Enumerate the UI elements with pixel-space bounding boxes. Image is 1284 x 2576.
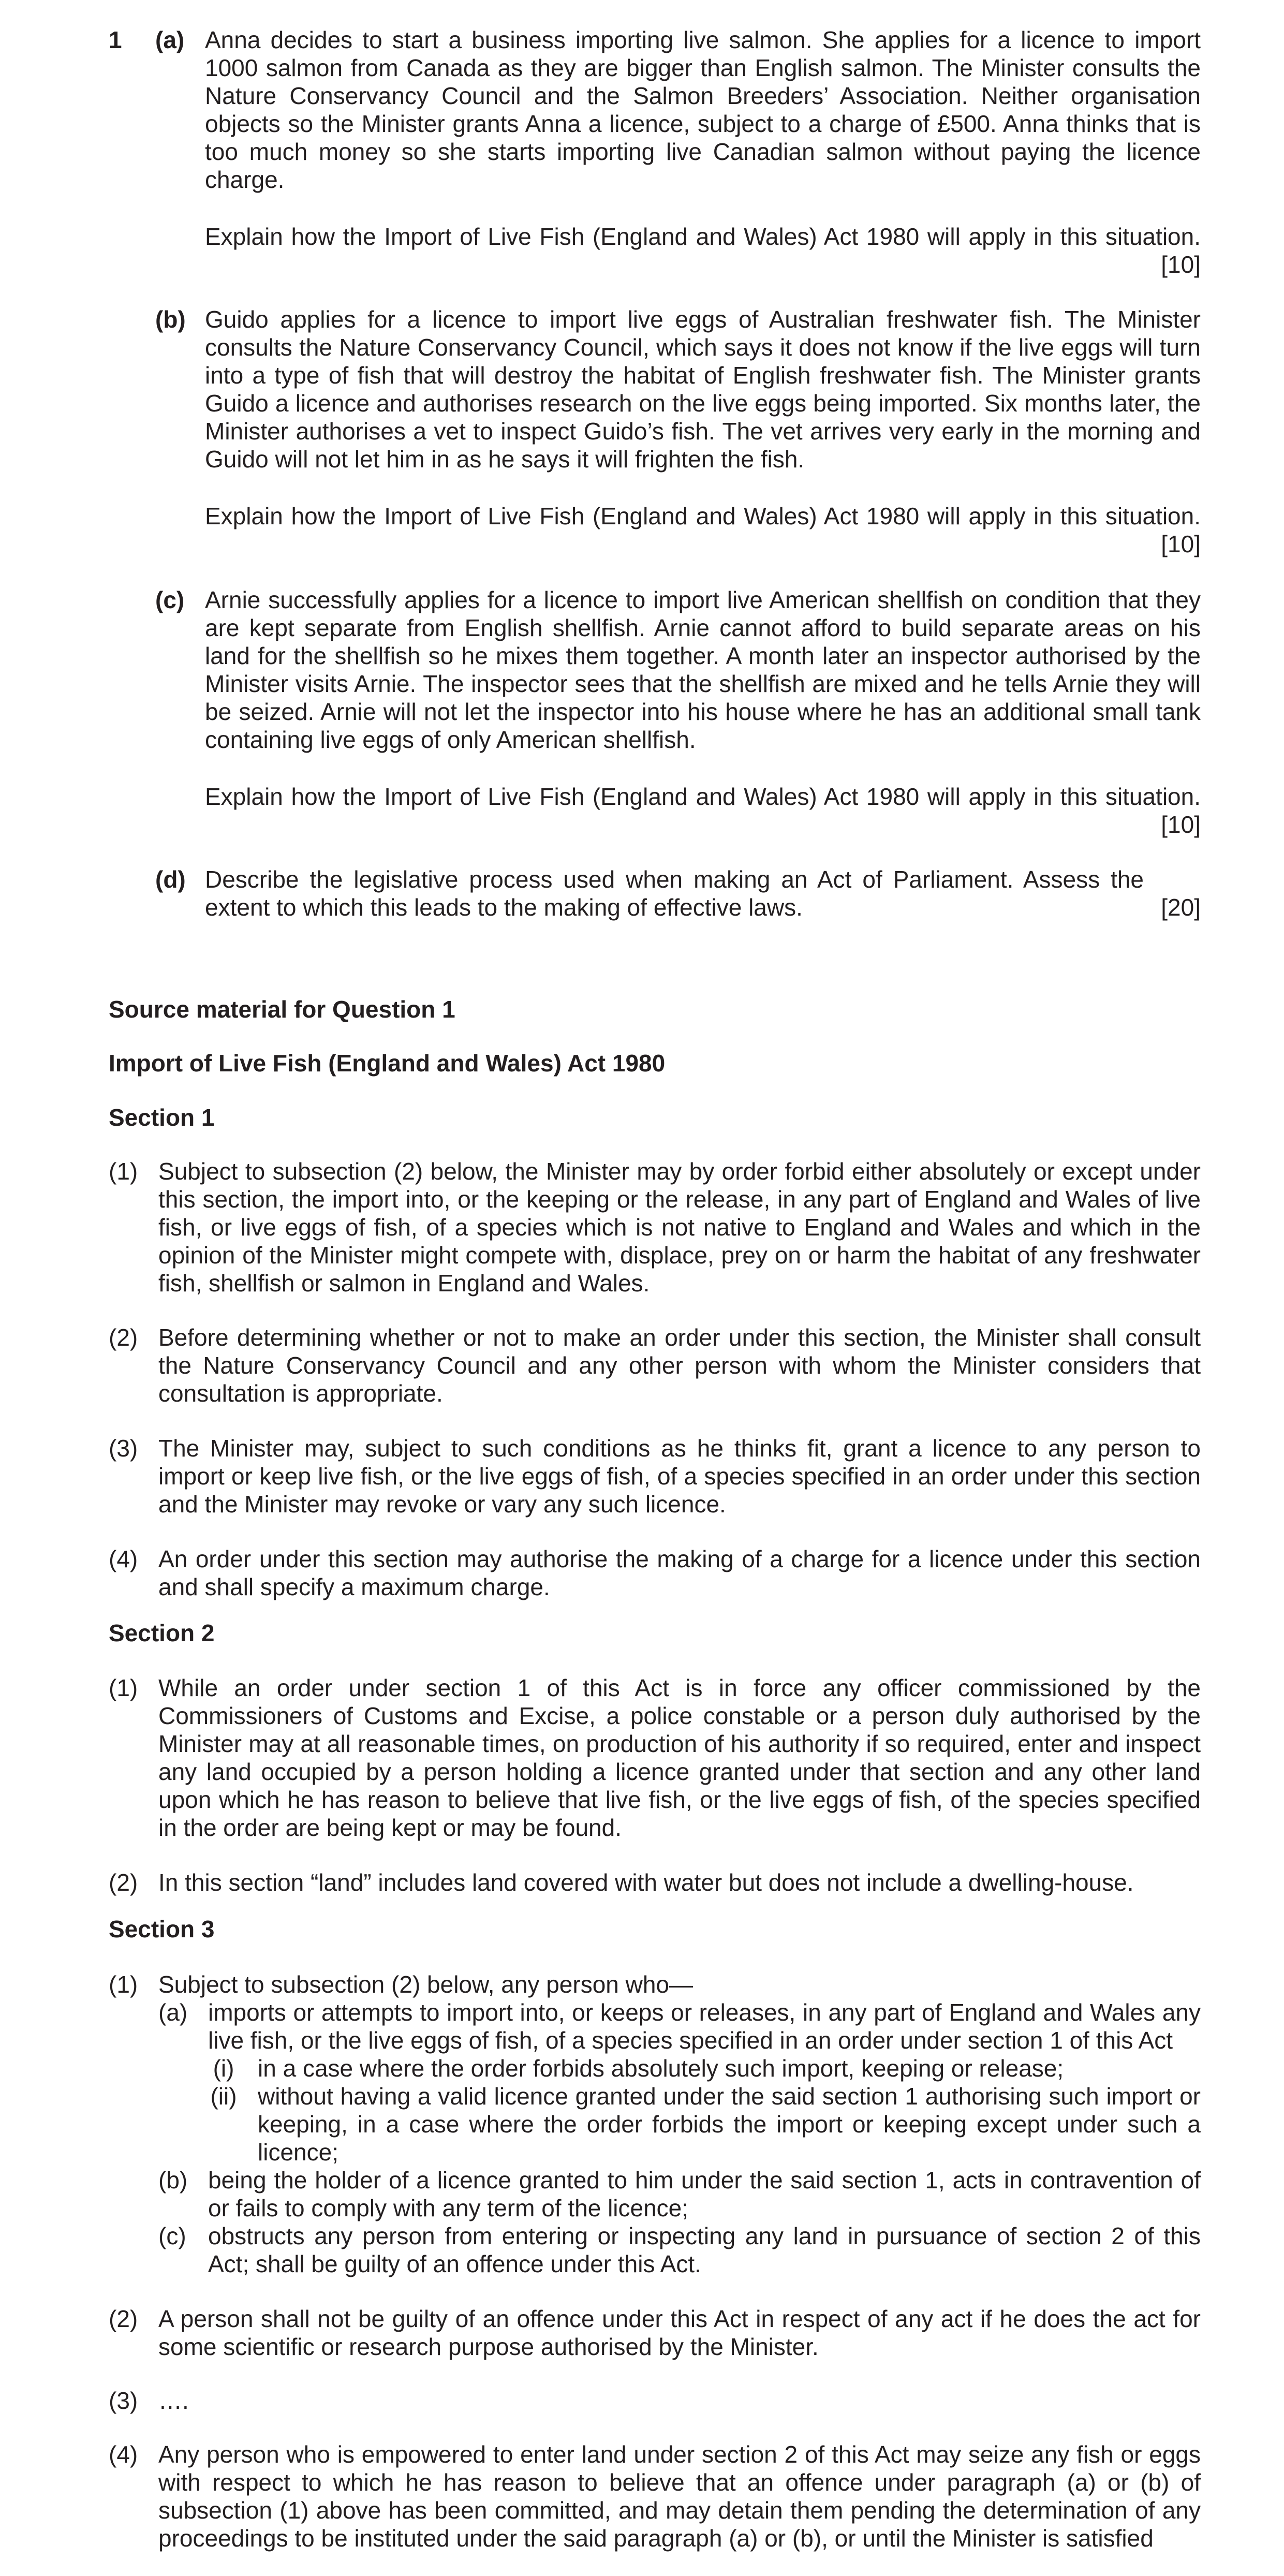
section-2-subsection-1 — [109, 1674, 1201, 1842]
section-1-subsection-1 — [109, 1157, 1201, 1297]
paragraph-a — [158, 1998, 1201, 2166]
paragraph-text: obstructs any person from entering or inspecting any land in pursuance of section 2 of this Act; shall be guilty of an offence under this Act. — [208, 2222, 1201, 2277]
subparagraph-label: (i) — [213, 2055, 234, 2082]
subparagraph-text: without having a valid licence granted under the said section 1 authorising such import or keeping, in a case where the order forbids the import or keeping except under such a licence; — [258, 2083, 1201, 2166]
part-text: Arnie successfully applies for a licence to import live American shellfish on condition that they are kept separate from English shellfish. Arnie cannot afford to build separate areas on his land for the shellfish so he mixes them together. A month later an inspector authorised by the Minister visits Arnie. The inspector sees that the shellfish are mixed and he tells Arnie they will be seized. Arnie will not let the inspector into his house where he has an additional small tank containing live eggs of only American shellfish. — [205, 586, 1201, 753]
subparagraph-i — [213, 2054, 1201, 2082]
question-number: 1 — [109, 26, 122, 53]
part-marks: [10] — [1161, 531, 1201, 557]
subparagraph-label: (ii) — [210, 2083, 237, 2110]
subsection-number: (2) — [109, 2305, 138, 2332]
subsection-number: (4) — [109, 2441, 138, 2468]
section-1-heading: Section 1 — [109, 1104, 215, 1131]
section-3-subsection-3 — [109, 2387, 1201, 2415]
paragraph-text: imports or attempts to import into, or keeps or releases, in any part of England and Wales any live fish, or the live eggs of fish, of a species specified in an order under section 1 of this Act — [208, 1999, 1201, 2054]
part-text: Anna decides to start a business importing live salmon. She applies for a licence to import 1000 salmon from Canada as they are bigger than English salmon. The Minister consults the Nature Conservancy Council and the Salmon Breeders’ Association. Neither organisation objects so the Minister grants Anna a licence, subject to a charge of £500. Anna thinks that is too much money so she starts importing live Canadian salmon without paying the licence charge. — [205, 26, 1201, 193]
part-label: (a) — [155, 26, 185, 53]
paragraph-label: (a) — [158, 1999, 188, 2026]
subsection-text: In this section “land” includes land covered with water but does not include a dwelling-house. — [158, 1869, 1134, 1896]
part-marks: [10] — [1161, 251, 1201, 278]
part-instruction: Explain how the Import of Live Fish (England and Wales) Act 1980 will apply in this situation. — [205, 223, 1201, 250]
subparagraph-text: in a case where the order forbids absolutely such import, keeping or release; — [258, 2055, 1064, 2082]
subsection-text: …. — [158, 2387, 189, 2414]
part-label: (d) — [155, 866, 186, 893]
subsection-text: Subject to subsection (2) below, the Minister may by order forbid either absolutely or except under this section, the import into, or the keeping or the release, in any part of England and Wales of live fish, or live eggs of fish, of a species which is not native to England and Wales and which in the opinion of the Minister might compete with, displace, prey on or harm the habitat of any freshwater fish, shellfish or salmon in England and Wales. — [158, 1158, 1201, 1297]
part-label: (b) — [155, 306, 186, 333]
section-1-subsection-3 — [109, 1434, 1201, 1518]
subsection-text: The Minister may, subject to such conditions as he thinks fit, grant a licence to any person to import or keep live fish, or the live eggs of fish, of a species specified in an order under this section and the Minister may revoke or vary any such licence. — [158, 1435, 1201, 1518]
subsection-number: (3) — [109, 2387, 138, 2414]
subsection-text: A person shall not be guilty of an offence under this Act in respect of any act if he does the act for some scientific or research purpose authorised by the Minister. — [158, 2305, 1201, 2360]
question-part-c — [155, 586, 1201, 838]
subsection-number: (1) — [109, 1674, 138, 1701]
paragraph-b — [158, 2166, 1201, 2222]
subsection-number: (3) — [109, 1435, 138, 1462]
subsection-text: While an order under section 1 of this Act is in force any officer commissioned by the Commissioners of Customs and Excise, a police constable or a person duly authorised by the Minister may at all reasonable times, on production of his authority if so required, enter and inspect any land occupied by a person holding a licence granted under that section and any other land upon which he has reason to believe that live fish, or the live eggs of fish, of the species specified in the order are being kept or may be found. — [158, 1674, 1201, 1841]
subsection-text: Any person who is empowered to enter land under section 2 of this Act may seize any fish or eggs with respect to which he has reason to believe that an offence under paragraph (a) or (b) of subsection (1) above has been committed, and may detain them pending the determination of any proceedings to be instituted under the said paragraph (a) or (b), or until the Minister is satisfied — [158, 2441, 1201, 2552]
paragraph-c — [158, 2222, 1201, 2278]
question-part-b — [155, 305, 1201, 558]
subsection-intro: Subject to subsection (2) below, any person who— — [158, 1971, 693, 1998]
subparagraph-ii — [210, 2082, 1201, 2166]
subsection-text: Before determining whether or not to make an order under this section, the Minister shall consult the Nature Conservancy Council and any other person with whom the Minister considers that consultation is appropriate. — [158, 1324, 1201, 1407]
section-1-subsection-2 — [109, 1323, 1201, 1407]
part-marks: [20] — [1161, 894, 1201, 921]
subsection-text: An order under this section may authorise the making of a charge for a licence under this section and shall specify a maximum charge. — [158, 1545, 1201, 1600]
act-title: Import of Live Fish (England and Wales) Act 1980 — [109, 1050, 666, 1077]
part-marks: [10] — [1161, 811, 1201, 838]
subsection-number: (1) — [109, 1971, 138, 1998]
question-part-d — [155, 865, 1201, 921]
part-text: Guido applies for a licence to import live eggs of Australian freshwater fish. The Minister consults the Nature Conservancy Council, which says it does not know if the live eggs will turn into a type of fish that will destroy the habitat of English freshwater fish. The Minister grants Guido a licence and authorises research on the live eggs being imported. Six months later, the Minister authorises a vet to inspect Guido’s fish. The vet arrives very early in the morning and Guido will not let him in as he says it will frighten the fish. — [205, 306, 1201, 473]
source-heading: Source material for Question 1 — [109, 996, 455, 1023]
section-3-subsection-2 — [109, 2305, 1201, 2361]
subsection-number: (4) — [109, 1545, 138, 1572]
question-part-a — [155, 26, 1201, 278]
subsection-number: (1) — [109, 1158, 138, 1185]
section-3-heading: Section 3 — [109, 1916, 215, 1942]
part-label: (c) — [155, 586, 185, 613]
section-2-subsection-2 — [109, 1868, 1201, 1896]
section-1-subsection-4 — [109, 1545, 1201, 1601]
section-2-heading: Section 2 — [109, 1620, 215, 1646]
subsection-number: (2) — [109, 1869, 138, 1896]
paragraph-text: being the holder of a licence granted to him under the said section 1, acts in contravention of or fails to comply with any term of the licence; — [208, 2167, 1201, 2221]
paragraph-label: (b) — [158, 2167, 188, 2194]
paragraph-label: (c) — [158, 2222, 186, 2249]
part-text: Describe the legislative process used when making an Act of Parliament. Assess the extent to which this leads to the making of effective laws. — [205, 866, 1144, 921]
section-3-subsection-4 — [109, 2440, 1201, 2552]
part-instruction: Explain how the Import of Live Fish (England and Wales) Act 1980 will apply in this situation. — [205, 783, 1201, 810]
subsection-number: (2) — [109, 1324, 138, 1351]
part-instruction: Explain how the Import of Live Fish (England and Wales) Act 1980 will apply in this situation. — [205, 503, 1201, 529]
section-3-subsection-1 — [109, 1970, 1201, 2278]
